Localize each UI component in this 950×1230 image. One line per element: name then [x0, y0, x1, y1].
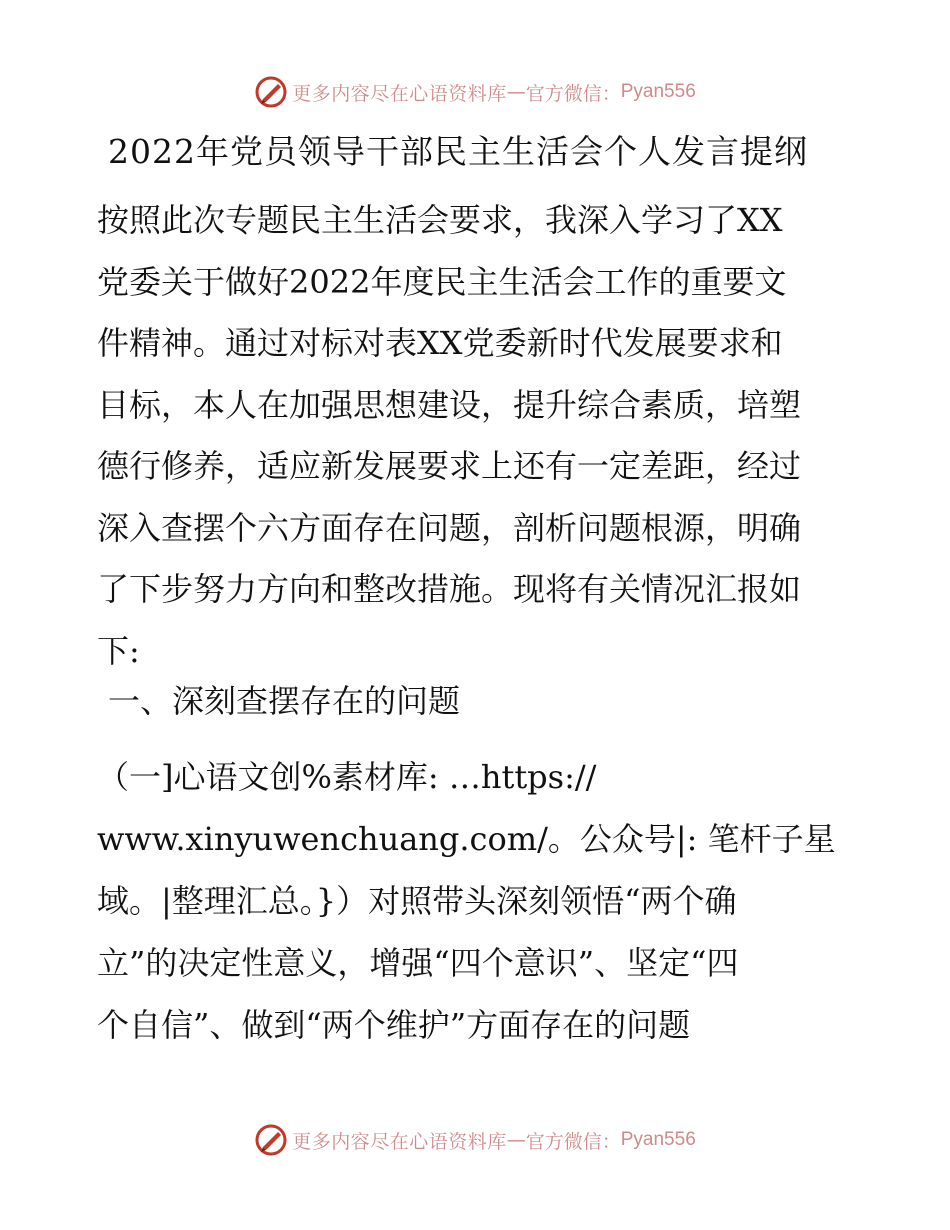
intro-paragraph [97, 190, 857, 682]
banner-wechat-label: 官方微信： [525, 1130, 621, 1153]
banner-wechat-id: Pyan556 [620, 81, 696, 102]
intro-line: 深入查摆个六方面存在问题，剖析问题根源，明确 [97, 508, 802, 547]
intro-line: 下: [97, 631, 140, 670]
footer-banner [0, 1120, 950, 1160]
intro-line: 党委关于做好2022年度民主生活会工作的重要文 [97, 262, 787, 301]
intro-line: 目标，本人在加强思想建设，提升综合素质，培塑 [97, 385, 802, 424]
section-line: （一]心语文创%素材库: …https:// [97, 758, 597, 796]
intro-line: 按照此次专题民主生活会要求，我深入学习了XX [97, 201, 783, 239]
banner-text: 更多内容尽在心语资料库 [292, 82, 507, 105]
banner-wechat-id: Pyan556 [620, 1129, 696, 1150]
section-line: 域。|整理汇总。}）对照带头深刻领悟“两个确 [97, 882, 737, 920]
banner-wechat-label: 官方微信： [525, 82, 621, 105]
document-title: 2022年党员领导干部民主生活会个人发言提纲 [108, 132, 808, 171]
intro-line: 了下步努力方向和整改措施。现将有关情况汇报如 [97, 570, 802, 608]
banner-separator: — [506, 1129, 526, 1151]
section-line: www.xinyuwenchuang.com/。公众号|: 笔杆子星 [97, 820, 836, 858]
pen-logo-icon [254, 1123, 288, 1157]
section-paragraph [97, 746, 857, 1056]
header-banner [0, 72, 950, 112]
section-line: 立”的决定性意义，增强“四个意识”、坚定“四 [97, 944, 739, 982]
banner-text: 更多内容尽在心语资料库 [292, 1130, 507, 1153]
intro-line: 件精神。通过对标对表XX党委新时代发展要求和 [97, 324, 783, 362]
intro-line: 德行修养，适应新发展要求上还有一定差距，经过 [97, 447, 802, 485]
banner-separator: — [506, 81, 526, 103]
pen-logo-icon [254, 75, 288, 109]
section-line: 个自信”、做到“两个维护”方面存在的问题 [97, 1006, 691, 1044]
section-heading: 一、深刻查摆存在的问题 [108, 682, 461, 720]
